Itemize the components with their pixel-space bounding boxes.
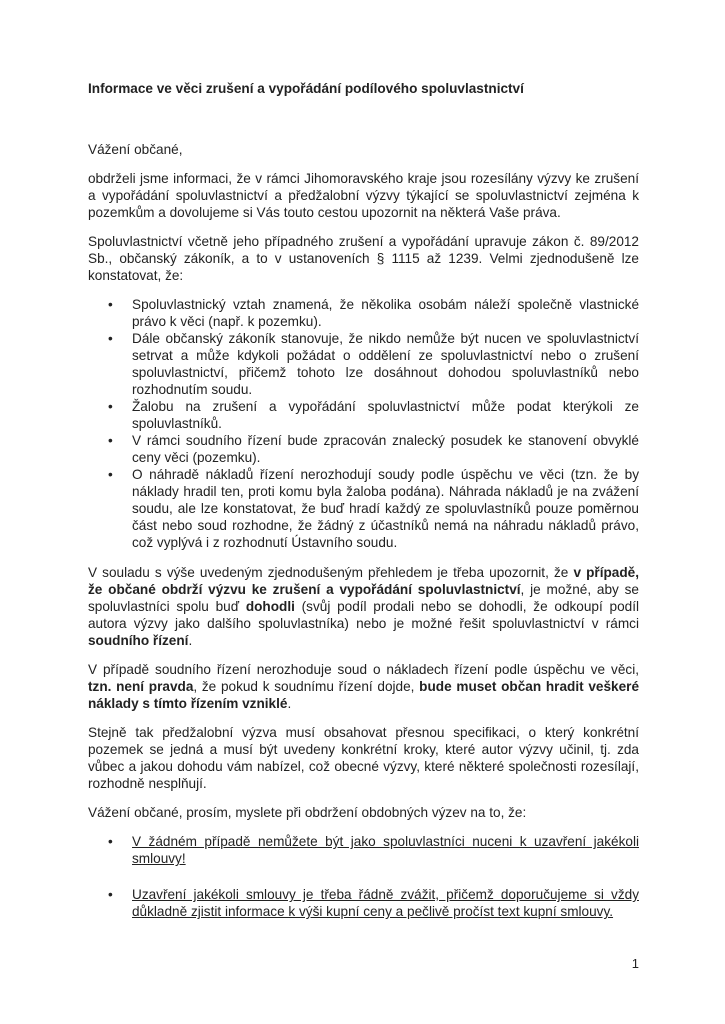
bold-run: tzn. není pravda [88,679,194,694]
list-item: • O náhradě nákladů řízení nerozhodují soudy podle úspěchu ve věci (tzn. že by náklady hradil ten, proti komu byla žaloba podána). Náhrada nákladů je na zvážení soudu, ale lze konstatovat, že buď hradí každý ze spoluvlastníků pouze poměrnou část nebo soud rozhodne, že žádný z účastníků nemá na náhradu nákladů právo, což vyplývá i z rozhodnutí Ústavního soudu. [132,466,639,551]
text-run: , je možné, aby se spoluvlastníci spolu buď [88,582,639,614]
bullet-list [88,296,639,551]
list-item: • Uzavření jakékoli smlouvy je třeba řádně zvážit, přičemž doporučujeme si vždy důkladně zjistit informace k výši kupní ceny a pečlivě pročíst text kupní smlouvy. [132,886,639,920]
final-bullet-list [88,833,639,920]
bold-run: dohodli [245,599,295,614]
text-run: . [287,696,292,711]
specification-paragraph: Stejně tak předžalobní výzva musí obsahovat přesnou specifikaci, o který konkrétní pozemek se jedná a musí být uvedeny konkrétní kroky, které autor výzvy učinil, tj. zda vůbec a jakou dohodu vám nabízel, což obecné výzvy, které některé společnosti rozesílají, rozhodně nesplňují. [88,725,639,791]
text-run: (svůj podíl prodali nebo se dohodli, že odkoupí podíl autora výzvy jako dalšího spoluvlastníka) nebo je možné řešit spoluvlastnictví v rámci [88,599,639,631]
text-run: V souladu s výše uvedeným zjednodušeným přehledem je třeba upozornit, že [88,565,574,580]
bold-run: v případě, že občané obdrží výzvu ke zrušení a vypořádání spoluvlastnictví [88,565,639,597]
bold-run: soudního řízení [88,633,189,648]
list-item: • V rámci soudního řízení bude zpracován znalecký posudek ke stanovení obvyklé ceny věci (pozemku). [132,432,639,466]
intro-paragraph: obdrželi jsme informaci, že v rámci Jihomoravského kraje jsou rozesílány výzvy ke zrušení a vypořádání spoluvlastnictví a předžalobní výzvy týkající se spoluvlastnictví zejména k pozemkům a dovolujeme si Vás touto cestou upozornit na některá Vaše práva. [88,171,639,220]
text-run: . [188,633,193,648]
text-run: V případě soudního řízení nerozhoduje soud o nákladech řízení podle úspěchu ve věci, [88,662,639,677]
law-paragraph: Spoluvlastnictví včetně jeho případného zrušení a vypořádání upravuje zákon č. 89/2012 Sb., občanský zákoník, a to v ustanoveních § 1115 až 1239. Velmi zjednodušeně lze konstatovat, že: [88,234,639,283]
text-run: , že pokud k soudnímu řízení dojde, [193,679,420,694]
list-item: • Spoluvlastnický vztah znamená, že několika osobám náleží společně vlastnické právo k věci (např. k pozemku). [132,296,639,330]
costs-paragraph [88,661,639,712]
list-item: • Žalobu na zrušení a vypořádání spoluvlastnictví může podat kterýkoli ze spoluvlastníků. [132,398,639,432]
list-item: • V žádném případě nemůžete být jako spoluvlastníci nuceni k uzavření jakékoli smlouvy! [132,833,639,867]
summary-paragraph [88,564,639,649]
page-number: 1 [631,956,639,971]
list-item: • Dále občanský zákoník stanovuje, že nikdo nemůže být nucen ve spoluvlastnictví setrvat a může kdykoli požádat o oddělení ze spoluvlastnictví nebo o zrušení spoluvlastnictví, přičemž tohoto lze dosáhnout dohodou spoluvlastníků nebo rozhodnutím soudu. [132,330,639,398]
bold-run: bude muset občan hradit veškeré náklady s tímto řízením vzniklé [88,679,640,711]
document-title: Informace ve věci zrušení a vypořádání podílového spoluvlastnictví [88,81,524,96]
appeal-paragraph: Vážení občané, prosím, myslete při obdržení obdobných výzev na to, že: [88,805,527,820]
greeting: Vážení občané, [88,142,183,157]
